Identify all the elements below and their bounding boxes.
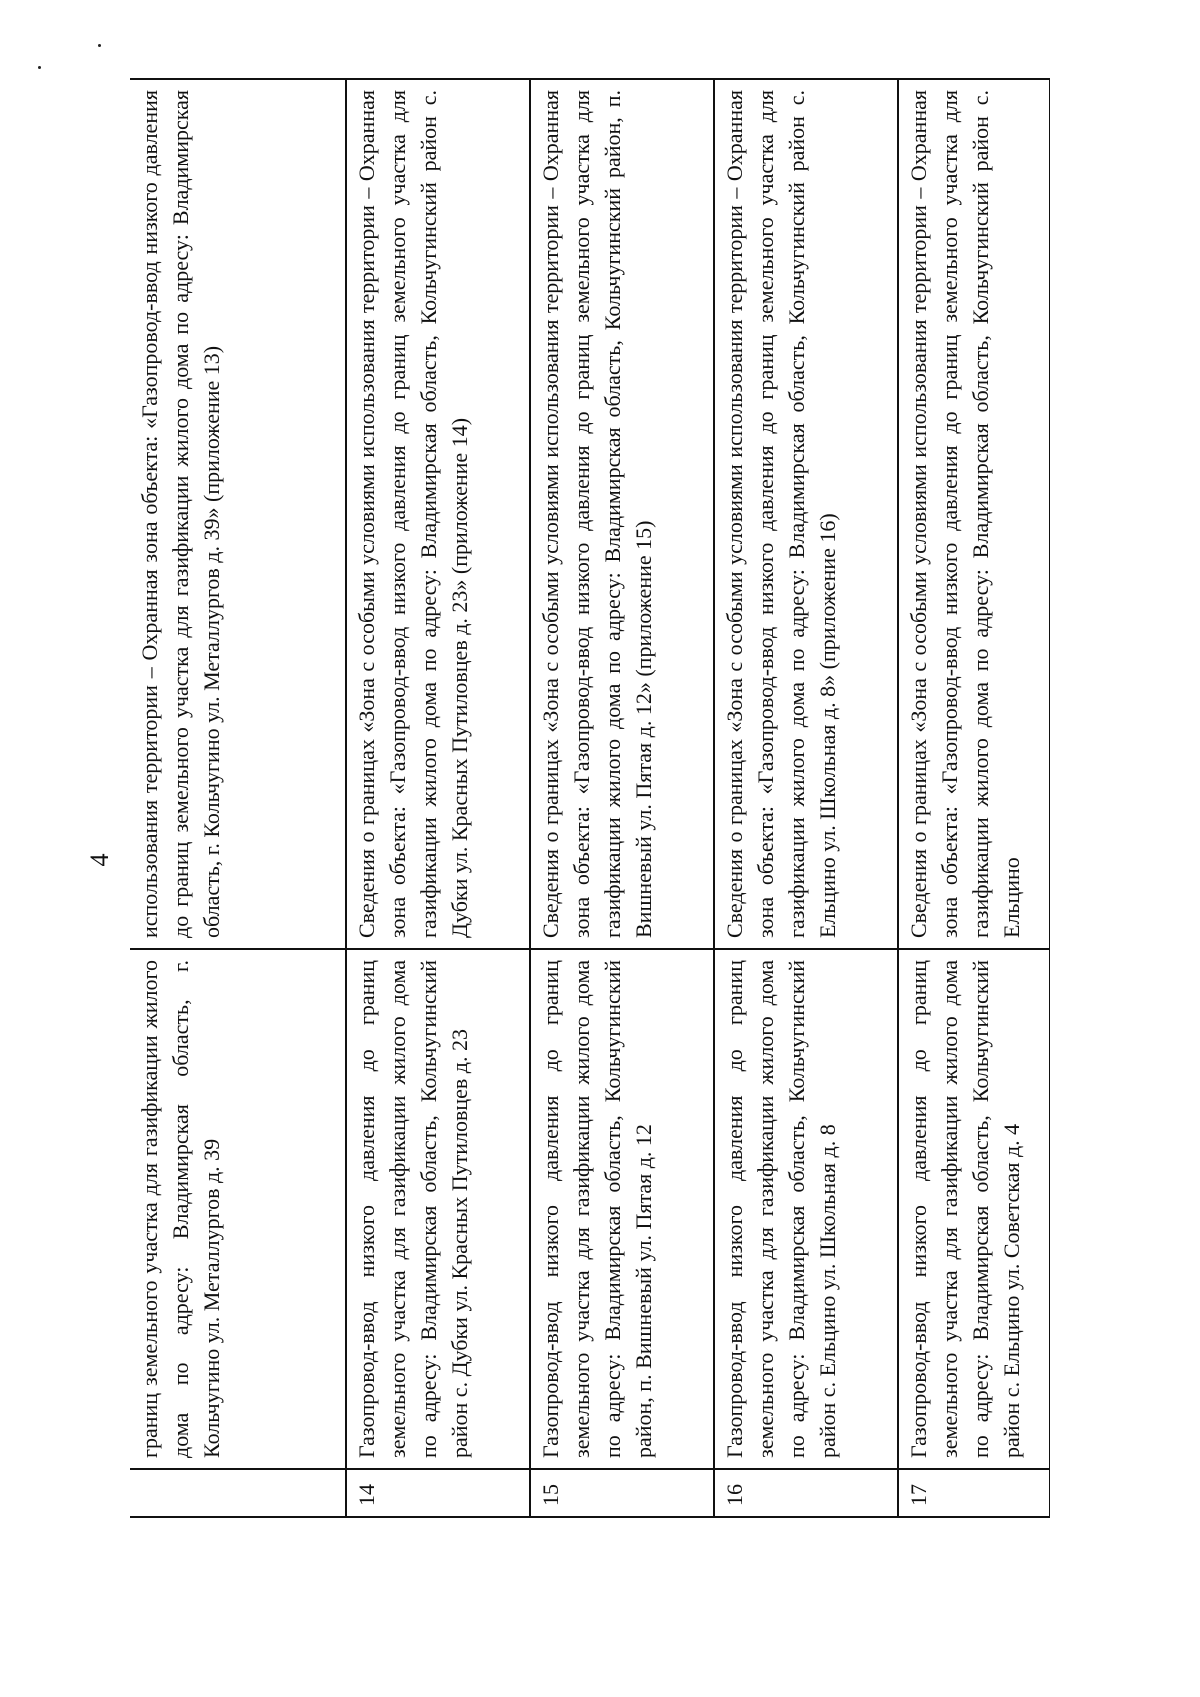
table-row <box>346 79 530 1517</box>
zone-info: Сведения о границах «Зона с особыми условиями использования территории – Охранная зона объекта: «Газопровод-ввод низкого давления до границ земельного участка для газификации жилого дома по адресу: Владимирская область, Кольчугинский район с. Ельцино <box>898 79 1050 949</box>
zone-info: Сведения о границах «Зона с особыми условиями использования территории – Охранная зона объекта: «Газопровод-ввод низкого давления до границ земельного участка для газификации жилого дома по адресу: Владимирская область, Кольчугинский район с. Дубки ул. Красных Путиловцев д. 23» (приложение 14) <box>346 79 530 949</box>
scan-speck <box>38 66 41 69</box>
table-row <box>530 79 714 1517</box>
scan-speck <box>98 44 101 47</box>
object-description: Газопровод-ввод низкого давления до границ земельного участка для газификации жилого дома по адресу: Владимирская область, Кольчугинский район, п. Вишневый ул. Пятая д. 12 <box>530 949 714 1469</box>
rotated-table-area <box>130 78 1050 1518</box>
object-description: Газопровод-ввод низкого давления до границ земельного участка для газификации жилого дома по адресу: Владимирская область, Кольчугинский район с. Дубки ул. Красных Путиловцев д. 23 <box>346 949 530 1469</box>
object-description: границ земельного участка для газификации жилого дома по адресу: Владимирская область, г. Кольчугино ул. Металлургов д. 39 <box>130 949 346 1469</box>
table-row <box>898 79 1050 1517</box>
table-row <box>714 79 898 1517</box>
object-description: Газопровод-ввод низкого давления до границ земельного участка для газификации жилого дома по адресу: Владимирская область, Кольчугинский район с. Ельцино ул. Школьная д. 8 <box>714 949 898 1469</box>
object-description: Газопровод-ввод низкого давления до границ земельного участка для газификации жилого дома по адресу: Владимирская область, Кольчугинский район с. Ельцино ул. Советская д. 4 <box>898 949 1050 1469</box>
page-number: 4 <box>85 853 114 867</box>
row-number: 16 <box>714 1469 898 1517</box>
zone-info: Сведения о границах «Зона с особыми условиями использования территории – Охранная зона объекта: «Газопровод-ввод низкого давления до границ земельного участка для газификации жилого дома по адресу: Владимирская область, Кольчугинский район, п. Вишневый ул. Пятая д. 12» (приложение 15) <box>530 79 714 949</box>
row-number: 15 <box>530 1469 714 1517</box>
table-row <box>130 79 346 1517</box>
zone-info: использования территории – Охранная зона объекта: «Газопровод-ввод низкого давления до границ земельного участка для газификации жилого дома по адресу: Владимирская область, г. Кольчугино ул. Металлургов д. 39» (приложение 13) <box>130 79 346 949</box>
document-table <box>130 78 1050 1518</box>
zone-info: Сведения о границах «Зона с особыми условиями использования территории – Охранная зона объекта: «Газопровод-ввод низкого давления до границ земельного участка для газификации жилого дома по адресу: Владимирская область, Кольчугинский район с. Ельцино ул. Школьная д. 8» (приложение 16) <box>714 79 898 949</box>
row-number: 14 <box>346 1469 530 1517</box>
row-number <box>130 1469 346 1517</box>
row-number: 17 <box>898 1469 1050 1517</box>
